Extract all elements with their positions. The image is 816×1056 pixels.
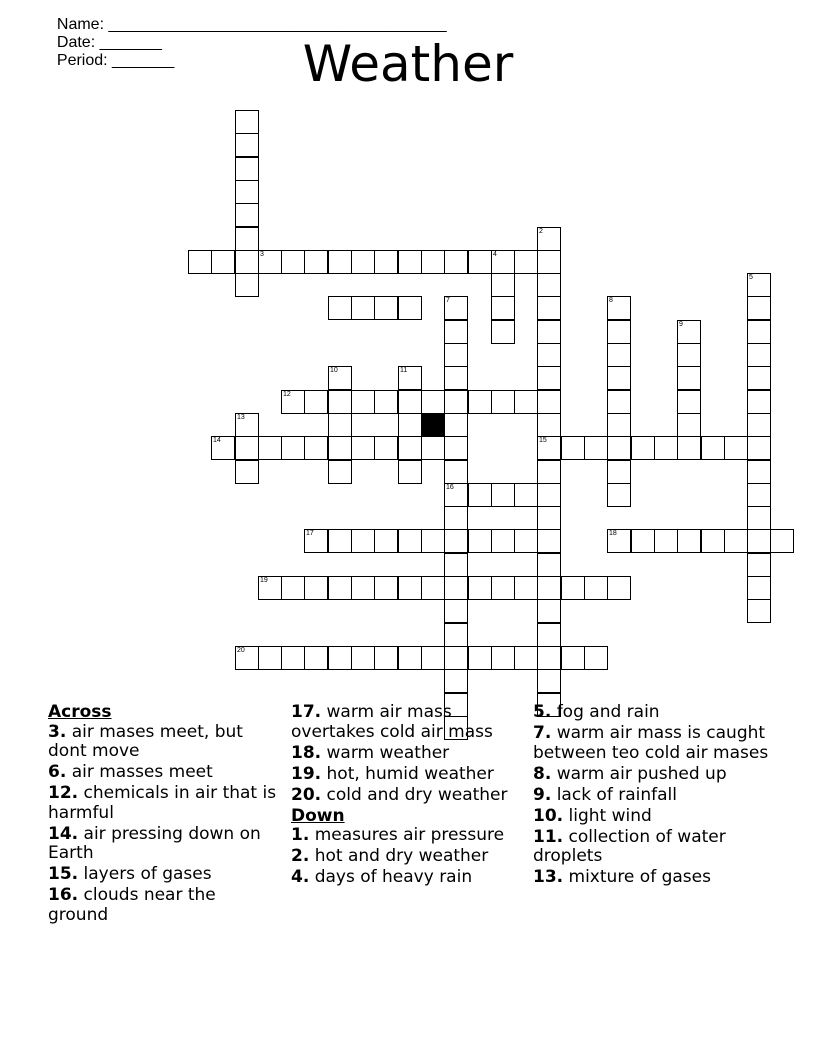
grid-cell[interactable] bbox=[444, 623, 468, 647]
grid-cell[interactable] bbox=[747, 576, 771, 600]
clue-text: lack of rainfall bbox=[551, 784, 677, 805]
clue-number-label: 6. bbox=[48, 762, 67, 782]
clue-text: mixture of gases bbox=[563, 867, 711, 887]
grid-cell[interactable] bbox=[607, 483, 631, 507]
clue-number-label: 3. bbox=[48, 721, 67, 742]
grid-cell[interactable] bbox=[374, 390, 398, 414]
grid-cell[interactable] bbox=[328, 460, 352, 484]
clue-item bbox=[48, 865, 280, 885]
grid-cell[interactable] bbox=[235, 250, 259, 274]
clue-number: 5 bbox=[749, 274, 753, 281]
grid-cell[interactable] bbox=[398, 413, 422, 437]
clue-number: 9 bbox=[679, 321, 683, 328]
grid-cell[interactable] bbox=[514, 576, 538, 600]
grid-cell[interactable] bbox=[235, 646, 259, 670]
grid-cell[interactable] bbox=[770, 529, 794, 553]
clue-number: 14 bbox=[213, 437, 221, 444]
grid-cell[interactable] bbox=[258, 250, 282, 274]
grid-cell[interactable] bbox=[281, 390, 305, 414]
grid-cell[interactable] bbox=[747, 553, 771, 577]
grid-cell[interactable] bbox=[444, 343, 468, 367]
grid-cell[interactable] bbox=[444, 669, 468, 693]
grid-cell[interactable] bbox=[374, 529, 398, 553]
grid-cell[interactable] bbox=[607, 413, 631, 437]
clue-number: 15 bbox=[539, 437, 547, 444]
grid-cell[interactable] bbox=[281, 576, 305, 600]
grid-cell[interactable] bbox=[374, 646, 398, 670]
grid-cell[interactable] bbox=[235, 436, 259, 460]
grid-cell[interactable] bbox=[561, 576, 585, 600]
grid-cell[interactable] bbox=[677, 320, 701, 344]
clue-text: light wind bbox=[563, 805, 652, 826]
grid-cell[interactable] bbox=[398, 529, 422, 553]
clue-number: 19 bbox=[260, 577, 268, 584]
grid-cell[interactable] bbox=[421, 436, 445, 460]
grid-cell[interactable] bbox=[747, 413, 771, 437]
grid-cell[interactable] bbox=[491, 250, 515, 274]
grid-cell[interactable] bbox=[304, 646, 328, 670]
grid-cell[interactable] bbox=[304, 390, 328, 414]
clue-number: 12 bbox=[283, 391, 291, 398]
grid-cell[interactable] bbox=[235, 460, 259, 484]
grid-cell[interactable] bbox=[468, 529, 492, 553]
clue-number-label: 15. bbox=[48, 864, 79, 884]
down-clue-list-continued bbox=[533, 703, 773, 888]
grid-cell[interactable] bbox=[537, 529, 561, 553]
grid-cell[interactable] bbox=[514, 646, 538, 670]
grid-cell[interactable] bbox=[304, 576, 328, 600]
grid-cell[interactable] bbox=[491, 483, 515, 507]
grid-cell[interactable] bbox=[677, 436, 701, 460]
grid-cell[interactable] bbox=[607, 460, 631, 484]
grid-cell[interactable] bbox=[444, 436, 468, 460]
grid-cell[interactable] bbox=[514, 483, 538, 507]
grid-cell[interactable] bbox=[607, 296, 631, 320]
grid-cell[interactable] bbox=[607, 366, 631, 390]
grid-cell[interactable] bbox=[351, 296, 375, 320]
grid-cell[interactable] bbox=[398, 296, 422, 320]
grid-cell[interactable] bbox=[235, 180, 259, 204]
clue-item bbox=[291, 868, 523, 888]
period-field[interactable]: Period: _______ bbox=[56, 52, 175, 69]
clue-text: measures air pressure bbox=[309, 825, 505, 845]
grid-cell[interactable] bbox=[537, 320, 561, 344]
grid-cell[interactable] bbox=[584, 576, 608, 600]
grid-cell[interactable] bbox=[304, 529, 328, 553]
grid-cell[interactable] bbox=[537, 506, 561, 530]
clue-number-label: 5. bbox=[533, 702, 552, 722]
grid-cell[interactable] bbox=[631, 436, 655, 460]
grid-cell[interactable] bbox=[444, 390, 468, 414]
grid-cell[interactable] bbox=[537, 227, 561, 251]
grid-cell[interactable] bbox=[607, 576, 631, 600]
clue-number-label: 8. bbox=[533, 763, 552, 784]
clue-item bbox=[48, 784, 280, 823]
grid-cell[interactable] bbox=[491, 273, 515, 297]
grid-cell[interactable] bbox=[537, 250, 561, 274]
grid-cell[interactable] bbox=[351, 646, 375, 670]
clue-number: 7 bbox=[446, 297, 450, 304]
grid-cell[interactable] bbox=[747, 273, 771, 297]
clue-number: 2 bbox=[539, 228, 543, 235]
grid-cell[interactable] bbox=[398, 436, 422, 460]
grid-cell[interactable] bbox=[537, 390, 561, 414]
clue-text: hot and dry weather bbox=[309, 846, 489, 866]
grid-cell[interactable] bbox=[398, 390, 422, 414]
clue-number: 11 bbox=[400, 367, 408, 374]
grid-cell[interactable] bbox=[351, 250, 375, 274]
grid-cell[interactable] bbox=[421, 390, 445, 414]
clue-number-label: 14. bbox=[48, 823, 79, 844]
grid-cell[interactable] bbox=[747, 599, 771, 623]
grid-cell[interactable] bbox=[211, 436, 235, 460]
grid-cell[interactable] bbox=[537, 343, 561, 367]
grid-cell[interactable] bbox=[607, 390, 631, 414]
grid-cell[interactable] bbox=[258, 576, 282, 600]
grid-cell[interactable] bbox=[677, 390, 701, 414]
grid-cell[interactable] bbox=[304, 250, 328, 274]
clue-item bbox=[291, 786, 523, 806]
grid-cell[interactable] bbox=[491, 646, 515, 670]
grid-cell[interactable] bbox=[281, 250, 305, 274]
clue-text: days of heavy rain bbox=[309, 867, 473, 887]
grid-cell[interactable] bbox=[584, 436, 608, 460]
grid-cell[interactable] bbox=[537, 576, 561, 600]
grid-cell[interactable] bbox=[351, 529, 375, 553]
clue-item bbox=[533, 765, 773, 785]
grid-cell[interactable] bbox=[444, 646, 468, 670]
clue-item bbox=[48, 763, 280, 783]
grid-cell[interactable] bbox=[654, 529, 678, 553]
across-clue-list-continued bbox=[291, 703, 523, 805]
grid-cell[interactable] bbox=[374, 250, 398, 274]
clue-item bbox=[48, 886, 280, 925]
grid-cell[interactable] bbox=[701, 529, 725, 553]
grid-cell[interactable] bbox=[421, 576, 445, 600]
grid-cell[interactable] bbox=[514, 529, 538, 553]
clue-number-label: 1. bbox=[291, 825, 310, 845]
clue-number-label: 20. bbox=[291, 784, 322, 805]
grid-cell[interactable] bbox=[584, 646, 608, 670]
grid-cell[interactable] bbox=[281, 436, 305, 460]
grid-cell[interactable] bbox=[491, 296, 515, 320]
clue-item bbox=[291, 847, 523, 867]
clue-text: warm air mass is caught between teo cold air mases bbox=[533, 723, 769, 763]
clue-number-label: 4. bbox=[291, 867, 310, 887]
clue-number: 16 bbox=[446, 484, 454, 491]
grid-cell[interactable] bbox=[514, 390, 538, 414]
puzzle-title: Weather bbox=[302, 35, 514, 93]
clue-item bbox=[533, 807, 773, 827]
grid-cell[interactable] bbox=[491, 576, 515, 600]
clue-item bbox=[291, 744, 523, 764]
black-square bbox=[421, 413, 445, 437]
clue-text: warm air pushed up bbox=[551, 763, 727, 784]
grid-cell[interactable] bbox=[677, 529, 701, 553]
grid-cell[interactable] bbox=[328, 576, 352, 600]
clue-text: warm weather bbox=[321, 742, 450, 763]
date-field[interactable]: Date: _______ bbox=[56, 34, 162, 51]
grid-cell[interactable] bbox=[235, 227, 259, 251]
grid-cell[interactable] bbox=[444, 529, 468, 553]
clue-text: air pressing down on Earth bbox=[48, 823, 261, 863]
grid-cell[interactable] bbox=[235, 133, 259, 157]
grid-cell[interactable] bbox=[561, 436, 585, 460]
grid-cell[interactable] bbox=[444, 460, 468, 484]
grid-cell[interactable] bbox=[258, 436, 282, 460]
grid-cell[interactable] bbox=[468, 390, 492, 414]
grid-cell[interactable] bbox=[537, 599, 561, 623]
clue-number: 20 bbox=[237, 647, 245, 654]
clue-text: layers of gases bbox=[78, 864, 212, 884]
grid-cell[interactable] bbox=[537, 436, 561, 460]
clue-text: collection of water droplets bbox=[533, 826, 726, 866]
down-heading: Down bbox=[291, 805, 345, 826]
grid-cell[interactable] bbox=[607, 343, 631, 367]
clue-number-label: 9. bbox=[533, 784, 552, 805]
grid-cell[interactable] bbox=[468, 576, 492, 600]
grid-cell[interactable] bbox=[444, 506, 468, 530]
across-heading: Across bbox=[48, 702, 112, 722]
grid-cell[interactable] bbox=[235, 273, 259, 297]
grid-cell[interactable] bbox=[537, 669, 561, 693]
grid-cell[interactable] bbox=[444, 483, 468, 507]
grid-cell[interactable] bbox=[631, 529, 655, 553]
grid-cell[interactable] bbox=[211, 250, 235, 274]
grid-cell[interactable] bbox=[747, 366, 771, 390]
grid-cell[interactable] bbox=[421, 529, 445, 553]
clue-item bbox=[533, 724, 773, 763]
clue-number: 13 bbox=[237, 414, 245, 421]
grid-cell[interactable] bbox=[281, 646, 305, 670]
grid-cell[interactable] bbox=[491, 529, 515, 553]
grid-cell[interactable] bbox=[444, 553, 468, 577]
grid-cell[interactable] bbox=[537, 273, 561, 297]
grid-cell[interactable] bbox=[677, 366, 701, 390]
grid-cell[interactable] bbox=[374, 576, 398, 600]
clue-number-label: 12. bbox=[48, 783, 79, 803]
grid-cell[interactable] bbox=[654, 436, 678, 460]
grid-cell[interactable] bbox=[421, 250, 445, 274]
grid-cell[interactable] bbox=[374, 436, 398, 460]
clue-item bbox=[533, 828, 773, 867]
grid-cell[interactable] bbox=[561, 646, 585, 670]
clue-number: 3 bbox=[260, 251, 264, 258]
grid-cell[interactable] bbox=[421, 646, 445, 670]
grid-cell[interactable] bbox=[258, 646, 282, 670]
grid-cell[interactable] bbox=[328, 413, 352, 437]
across-clue-list bbox=[48, 723, 280, 926]
clue-item bbox=[291, 703, 523, 742]
grid-cell[interactable] bbox=[444, 576, 468, 600]
clue-number-label: 18. bbox=[291, 742, 322, 763]
clue-number-label: 11. bbox=[533, 826, 564, 847]
grid-cell[interactable] bbox=[701, 436, 725, 460]
grid-cell[interactable] bbox=[747, 436, 771, 460]
grid-cell[interactable] bbox=[677, 343, 701, 367]
grid-cell[interactable] bbox=[398, 366, 422, 390]
clue-number-label: 2. bbox=[291, 846, 310, 866]
clue-number-label: 13. bbox=[533, 867, 564, 887]
grid-cell[interactable] bbox=[491, 320, 515, 344]
down-clue-list bbox=[291, 826, 523, 888]
grid-cell[interactable] bbox=[328, 366, 352, 390]
grid-cell[interactable] bbox=[537, 296, 561, 320]
clue-number-label: 10. bbox=[533, 805, 564, 826]
grid-cell[interactable] bbox=[444, 320, 468, 344]
grid-cell[interactable] bbox=[351, 390, 375, 414]
grid-cell[interactable] bbox=[747, 320, 771, 344]
clue-number: 8 bbox=[609, 297, 613, 304]
grid-cell[interactable] bbox=[351, 436, 375, 460]
clue-number-label: 16. bbox=[48, 885, 79, 905]
grid-cell[interactable] bbox=[328, 390, 352, 414]
grid-cell[interactable] bbox=[304, 436, 328, 460]
grid-cell[interactable] bbox=[444, 599, 468, 623]
name-field[interactable]: Name: ______________________________________ bbox=[56, 16, 447, 33]
grid-cell[interactable] bbox=[607, 320, 631, 344]
grid-cell[interactable] bbox=[537, 483, 561, 507]
grid-cell[interactable] bbox=[724, 436, 748, 460]
grid-cell[interactable] bbox=[398, 576, 422, 600]
grid-cell[interactable] bbox=[514, 250, 538, 274]
clue-item bbox=[533, 786, 773, 806]
grid-cell[interactable] bbox=[374, 296, 398, 320]
grid-cell[interactable] bbox=[328, 646, 352, 670]
clue-text: warm air mass overtakes cold air mass bbox=[291, 702, 493, 742]
grid-cell[interactable] bbox=[328, 436, 352, 460]
clues-column-2 bbox=[291, 703, 523, 889]
grid-cell[interactable] bbox=[235, 157, 259, 181]
grid-cell[interactable] bbox=[677, 413, 701, 437]
grid-cell[interactable] bbox=[328, 529, 352, 553]
grid-cell[interactable] bbox=[235, 203, 259, 227]
grid-cell[interactable] bbox=[468, 646, 492, 670]
grid-cell[interactable] bbox=[444, 296, 468, 320]
clue-number: 10 bbox=[330, 367, 338, 374]
grid-cell[interactable] bbox=[747, 343, 771, 367]
grid-cell[interactable] bbox=[328, 296, 352, 320]
clue-text: air mases meet, but dont move bbox=[48, 721, 243, 761]
grid-cell[interactable] bbox=[747, 390, 771, 414]
grid-cell[interactable] bbox=[351, 576, 375, 600]
clue-text: fog and rain bbox=[551, 702, 660, 722]
clue-item bbox=[533, 703, 773, 723]
clue-number: 4 bbox=[493, 251, 497, 258]
grid-cell[interactable] bbox=[398, 646, 422, 670]
grid-cell[interactable] bbox=[491, 390, 515, 414]
grid-cell[interactable] bbox=[444, 250, 468, 274]
clue-item bbox=[291, 826, 523, 846]
grid-cell[interactable] bbox=[468, 483, 492, 507]
grid-cell[interactable] bbox=[537, 460, 561, 484]
grid-cell[interactable] bbox=[747, 506, 771, 530]
grid-cell[interactable] bbox=[607, 436, 631, 460]
grid-cell[interactable] bbox=[398, 250, 422, 274]
grid-cell[interactable] bbox=[188, 250, 212, 274]
clue-text: clouds near the ground bbox=[48, 885, 216, 925]
clue-item bbox=[291, 765, 523, 785]
grid-cell[interactable] bbox=[747, 296, 771, 320]
clue-text: cold and dry weather bbox=[321, 784, 508, 805]
clue-item bbox=[48, 723, 280, 762]
grid-cell[interactable] bbox=[468, 250, 492, 274]
clues-column-3 bbox=[533, 703, 773, 889]
grid-cell[interactable] bbox=[444, 366, 468, 390]
clue-number: 18 bbox=[609, 530, 617, 537]
grid-cell[interactable] bbox=[747, 483, 771, 507]
grid-cell[interactable] bbox=[537, 553, 561, 577]
grid-cell[interactable] bbox=[607, 529, 631, 553]
grid-cell[interactable] bbox=[747, 529, 771, 553]
clues-column-1 bbox=[48, 703, 280, 927]
clue-text: hot, humid weather bbox=[321, 763, 494, 784]
grid-cell[interactable] bbox=[537, 413, 561, 437]
grid-cell[interactable] bbox=[398, 460, 422, 484]
grid-cell[interactable] bbox=[537, 366, 561, 390]
grid-cell[interactable] bbox=[444, 413, 468, 437]
clue-item bbox=[48, 825, 280, 864]
grid-cell[interactable] bbox=[235, 413, 259, 437]
clue-number-label: 19. bbox=[291, 763, 322, 784]
grid-cell[interactable] bbox=[537, 623, 561, 647]
clue-text: chemicals in air that is harmful bbox=[48, 783, 277, 823]
grid-cell[interactable] bbox=[328, 250, 352, 274]
clue-text: air masses meet bbox=[66, 762, 213, 782]
clue-number-label: 7. bbox=[533, 723, 552, 743]
grid-cell[interactable] bbox=[724, 529, 748, 553]
grid-cell[interactable] bbox=[235, 110, 259, 134]
clue-number: 17 bbox=[306, 530, 314, 537]
clue-number-label: 17. bbox=[291, 702, 322, 722]
grid-cell[interactable] bbox=[537, 646, 561, 670]
clue-item bbox=[533, 868, 773, 888]
grid-cell[interactable] bbox=[747, 460, 771, 484]
